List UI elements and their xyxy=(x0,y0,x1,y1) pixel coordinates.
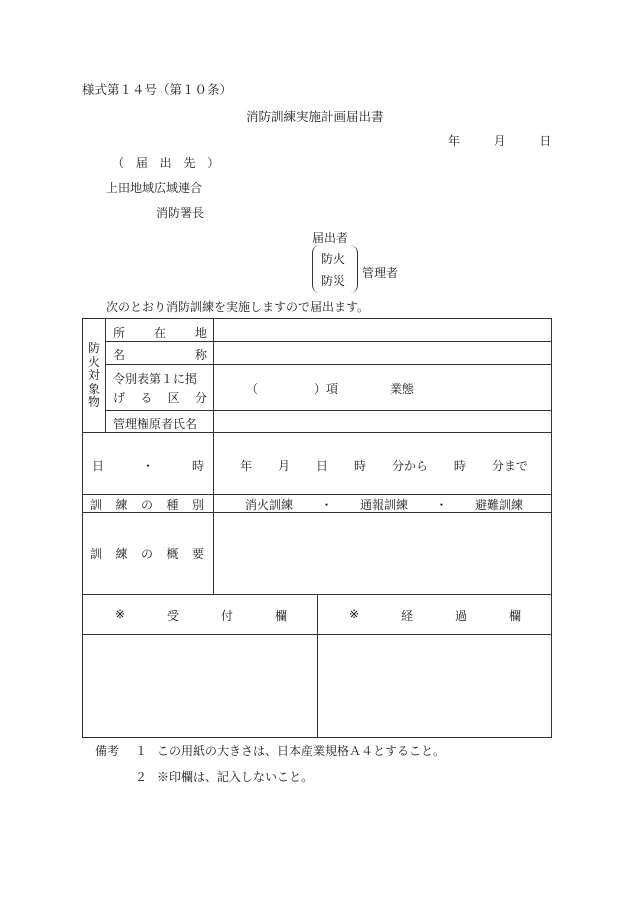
col-divider xyxy=(213,318,214,594)
row-divider xyxy=(105,364,552,365)
row-divider xyxy=(105,341,552,342)
datetime-label: 日 ・ 時 xyxy=(92,459,204,473)
training-type-label: 訓 練 の 種 別 xyxy=(90,498,204,512)
classification-label-line1: 令別表第１に掲 xyxy=(113,372,198,386)
owner-name-label: 管理権原者氏名 xyxy=(113,417,198,431)
row-divider xyxy=(105,410,552,411)
name-label: 名 称 xyxy=(113,348,207,362)
addressee-organization: 上田地域広域連合 xyxy=(106,181,203,195)
date-month: 月 xyxy=(493,134,506,148)
addressee-title: 消防署長 xyxy=(156,206,205,220)
notifier-option-fire-prevention: 防火 xyxy=(321,252,346,266)
note-2-number: ２ xyxy=(135,770,148,784)
notifier-role: 管理者 xyxy=(362,266,399,280)
note-2-text: ※印欄は、記入しないこと。 xyxy=(157,770,314,784)
business-type-label: 業態 xyxy=(390,382,415,396)
date-line xyxy=(448,132,551,149)
col-divider xyxy=(317,594,318,738)
form-number: 様式第１４号（第１０条） xyxy=(82,82,233,97)
col-divider xyxy=(105,318,106,432)
date-day: 日 xyxy=(539,134,552,148)
classification-label-line2: げ る 区 分 xyxy=(113,391,207,405)
note-1-number: １ xyxy=(135,744,148,758)
notes-heading: 備考 xyxy=(95,744,120,758)
fire-target-group-label: 防 火 対 象 物 xyxy=(87,341,100,409)
datetime-values: 年 月 日 時 分から 時 分まで xyxy=(240,459,528,473)
training-type-options: 消火訓練 ・ 通報訓練 ・ 避難訓練 xyxy=(245,498,523,512)
date-year: 年 xyxy=(448,134,461,148)
progress-column-header: ※ 経 過 欄 xyxy=(349,607,521,623)
training-overview-label: 訓 練 の 概 要 xyxy=(90,547,204,561)
notifier-options-bracket xyxy=(312,245,358,293)
notifier-label: 届出者 xyxy=(312,231,349,245)
location-label: 所 在 地 xyxy=(113,326,207,340)
notifier-option-disaster-prevention: 防災 xyxy=(321,274,346,288)
row-divider xyxy=(82,432,552,433)
reception-column-header: ※ 受 付 欄 xyxy=(115,607,287,623)
classification-paren-close: ）項 xyxy=(314,382,339,396)
note-1-text: この用紙の大きさは、日本産業規格Ａ４とすること。 xyxy=(157,744,446,758)
document-title: 消防訓練実施計画届出書 xyxy=(246,109,384,124)
intro-text: 次のとおり消防訓練を実施しますので届出ます。 xyxy=(106,300,370,314)
addressee-label: （ 届 出 先 ） xyxy=(112,156,224,170)
classification-paren-open: （ xyxy=(246,382,259,396)
row-divider xyxy=(82,494,552,495)
